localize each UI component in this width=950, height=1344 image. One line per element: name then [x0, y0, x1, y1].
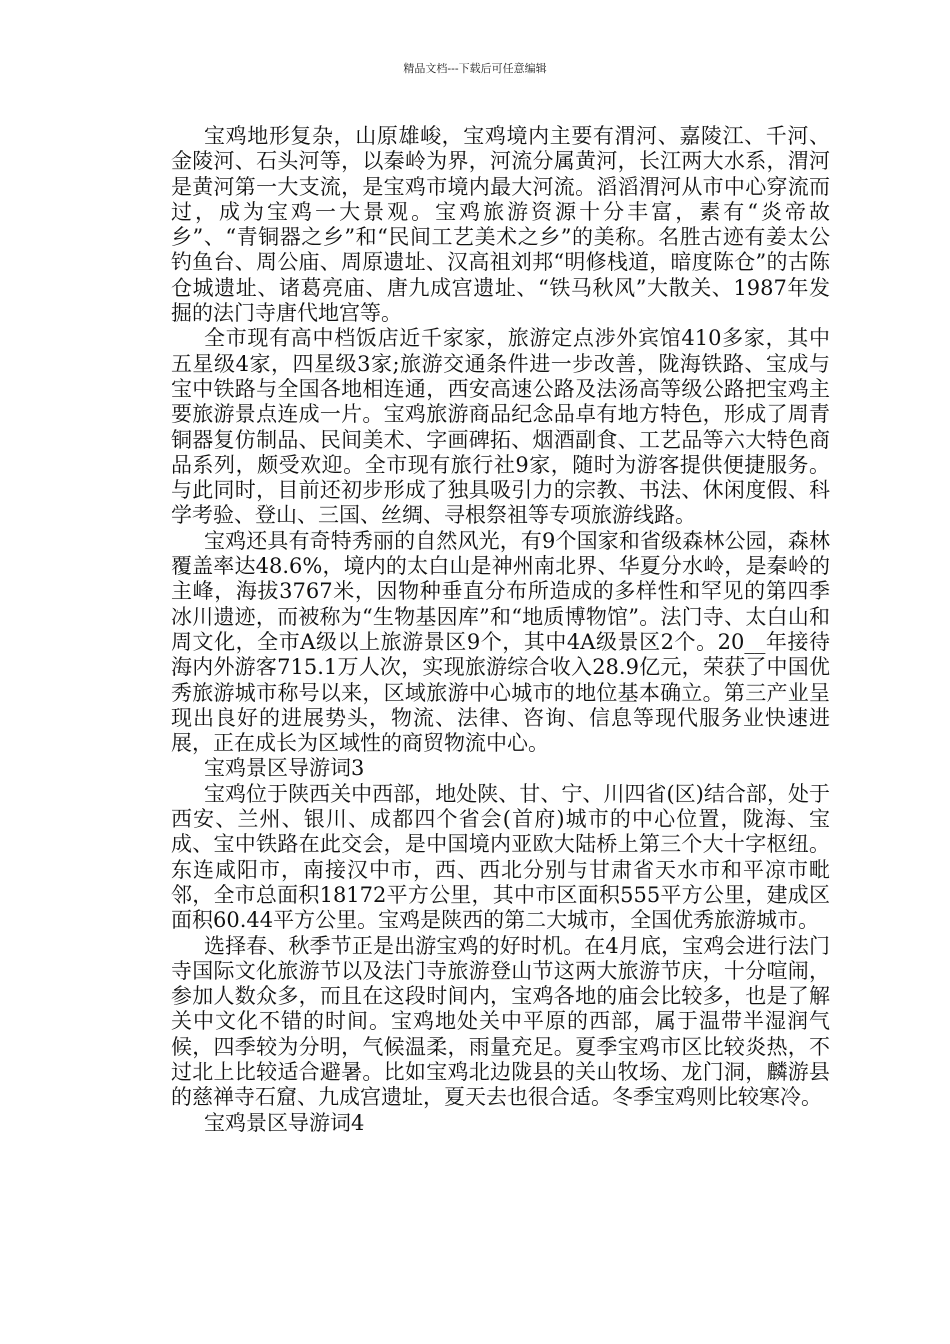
paragraph-location: 宝鸡位于陕西关中西部，地处陕、甘、宁、川四省(区)结合部，处于西安、兰州、银川、成都四个省会(首府)城市的中心位置，陇海、宝成、宝中铁路在此交会，是中国境内亚欧大陆桥上第三个大十字枢纽。东连咸阳市，南接汉中市，西、西北分别与甘肃省天水市和平凉市毗邻，全市总面积18172平方公里，其中市区面积555平方公里，建成区面积60.44平方公里。宝鸡是陕西的第二大城市，全国优秀旅游城市。: [171, 781, 830, 933]
document-body: [171, 124, 830, 1136]
page-header: 精品文档---下载后可任意编辑: [403, 62, 547, 75]
paragraph-scenery: 宝鸡还具有奇特秀丽的自然风光，有9个国家和省级森林公园，森林覆盖率达48.6%，境内的太白山是神州南北界、华夏分水岭，是秦岭的主峰，海拔3767米，因物种垂直分布所造成的多样性和罕见的第四季冰川遗迹，而被称为“生物基因库”和“地质博物馆”。法门寺、太白山和周文化，全市A级以上旅游景区9个，其中4A级景区2个。20__年接待海内外游客715.1万人次，实现旅游综合收入28.9亿元，荣获了中国优秀旅游城市称号以来，区域旅游中心城市的地位基本确立。第三产业呈现出良好的进展势头，物流、法律、咨询、信息等现代服务业快速进展，正在成长为区域性的商贸物流中心。: [171, 528, 830, 756]
paragraph-terrain: 宝鸡地形复杂，山原雄峻，宝鸡境内主要有渭河、嘉陵江、千河、金陵河、石头河等，以秦岭为界，河流分属黄河，长江两大水系，渭河是黄河第一大支流，是宝鸡市境内最大河流。滔滔渭河从市中心穿流而过，成为宝鸡一大景观。宝鸡旅游资源十分丰富，素有“炎帝故乡”、“青铜器之乡”和“民间工艺美术之乡”的美称。名胜古迹有姜太公钓鱼台、周公庙、周原遗址、汉高祖刘邦“明修栈道，暗度陈仓”的古陈仓城遗址、诸葛亮庙、唐九成宫遗址、“铁马秋风”大散关、1987年发掘的法门寺唐代地宫等。: [171, 124, 830, 326]
paragraph-hotels: 全市现有高中档饭店近千家家，旅游定点涉外宾馆410多家，其中五星级4家，四星级3家;旅游交通条件进一步改善，陇海铁路、宝成与宝中铁路与全国各地相连通，西安高速公路及法汤高等级公路把宝鸡主要旅游景点连成一片。宝鸡旅游商品纪念品卓有地方特色，形成了周青铜器复仿制品、民间美术、字画碑拓、烟酒副食、工艺品等六大特色商品系列，颇受欢迎。全市现有旅行社9家，随时为游客提供便捷服务。与此同时，目前还初步形成了独具吸引力的宗教、书法、休闲度假、科学考验、登山、三国、丝绸、寻根祭祖等专项旅游线路。: [171, 326, 830, 528]
paragraph-season: 选择春、秋季节正是出游宝鸡的好时机。在4月底，宝鸡会进行法门寺国际文化旅游节以及法门寺旅游登山节这两大旅游节庆，十分喧闹，参加人数众多，而且在这段时间内，宝鸡各地的庙会比较多，也是了解关中文化不错的时间。宝鸡地处关中平原的西部，属于温带半湿润气候，四季较为分明，气候温柔，雨量充足。夏季宝鸡市区比较炎热，不过北上比较适合避暑。比如宝鸡北边陇县的关山牧场、龙门洞，麟游县的慈禅寺石窟、九成宫遗址，夏天去也很合适。冬季宝鸡则比较寒冷。: [171, 933, 830, 1110]
section-heading-3: 宝鸡景区导游词3: [204, 756, 365, 781]
section-heading-4: 宝鸡景区导游词4: [204, 1110, 365, 1135]
